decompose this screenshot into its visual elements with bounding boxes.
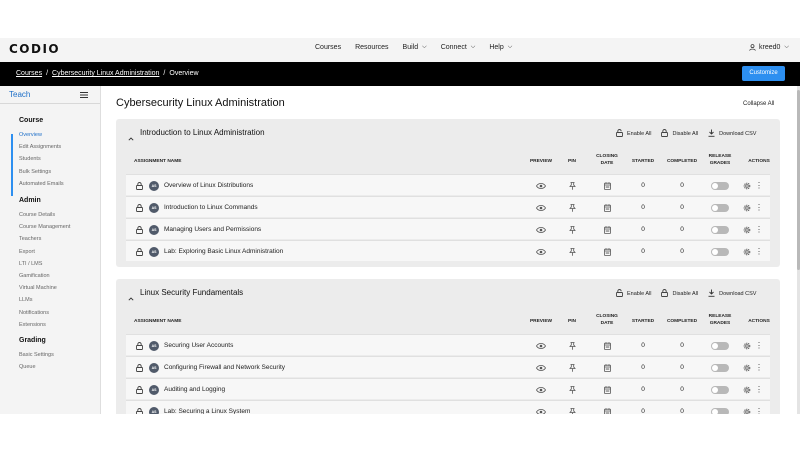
preview-eye-icon[interactable]: [526, 241, 556, 262]
unlock-icon: [616, 289, 627, 299]
started-count: 0: [641, 204, 645, 211]
sidebar-item-automated-emails[interactable]: Automated Emails: [19, 180, 64, 187]
gear-icon[interactable]: [740, 241, 754, 262]
lock-icon[interactable]: [134, 241, 144, 262]
module-title[interactable]: Introduction to Linux Administration: [140, 128, 265, 137]
sidebar-item-course-management[interactable]: Course Management: [19, 224, 71, 231]
enable-all-label: Enable All: [627, 131, 652, 137]
assignment-badge-label: AS: [149, 247, 159, 257]
module-title[interactable]: Linux Security Fundamentals: [140, 288, 244, 297]
assignment-badge: [148, 401, 160, 414]
download-csv-label: Download CSV: [719, 131, 757, 137]
pin-icon[interactable]: [562, 219, 582, 240]
enable-all-label: Enable All: [627, 291, 652, 297]
sidebar-item-virtual-machine[interactable]: Virtual Machine: [19, 285, 57, 292]
more-vertical-icon[interactable]: ⋮: [755, 246, 763, 256]
column-header-closing: [590, 313, 624, 327]
column-header-assignment: ASSIGNMENT NAME: [134, 159, 182, 164]
collapse-all-button[interactable]: Collapse All: [743, 101, 775, 107]
column-header-line: DATE: [600, 321, 614, 326]
nav-item-label: Connect: [440, 44, 467, 51]
preview-eye-icon[interactable]: [526, 197, 556, 218]
release-grades-toggle[interactable]: [705, 357, 735, 378]
more-vertical-icon[interactable]: ⋮: [755, 340, 763, 350]
column-header-pin: PIN: [568, 159, 576, 164]
main-content: [101, 86, 797, 414]
assignment-name[interactable]: Overview of Linux Distributions: [164, 182, 254, 189]
unlock-icon: [616, 129, 627, 139]
gear-icon[interactable]: [740, 357, 754, 378]
assignment-row[interactable]: [126, 240, 770, 261]
completed-count: 0: [680, 248, 684, 255]
sidebar-active-marker: [11, 134, 13, 196]
pin-icon[interactable]: [562, 241, 582, 262]
lock-icon[interactable]: [134, 335, 144, 356]
sidebar-group-heading: Course: [19, 117, 44, 124]
sidebar-item-notifications[interactable]: Notifications: [19, 309, 49, 316]
column-header-completed: COMPLETED: [666, 319, 698, 324]
chevron-down-icon: ⌵: [507, 44, 513, 50]
calendar-icon[interactable]: [590, 335, 624, 356]
assignment-badge-label: AS: [149, 341, 159, 351]
column-header-line: DATE: [600, 161, 614, 166]
assignment-name[interactable]: Lab: Exploring Basic Linux Administration: [164, 248, 284, 255]
download-csv-button[interactable]: [708, 289, 756, 299]
chevron-down-icon: ⌵: [422, 44, 427, 50]
column-header-assignment: ASSIGNMENT NAME: [134, 319, 182, 324]
sidebar-item-llms[interactable]: LLMs: [19, 297, 33, 304]
column-header-line: GRADES: [709, 161, 731, 166]
page-title: Cybersecurity Linux Administration: [116, 97, 285, 109]
table-header: [116, 151, 780, 173]
column-header-line: GRADES: [709, 321, 731, 326]
customize-button[interactable]: Customize: [742, 66, 785, 81]
toggle-switch[interactable]: [711, 408, 729, 415]
gear-icon[interactable]: [740, 379, 754, 400]
breadcrumb-current: Overview: [169, 70, 199, 77]
chevron-up-icon[interactable]: [128, 128, 134, 146]
assignment-badge: [148, 197, 160, 218]
started-count: 0: [641, 386, 645, 393]
download-csv-button[interactable]: [708, 129, 756, 139]
pin-icon[interactable]: [562, 175, 582, 196]
sidebar-group-course: [19, 117, 64, 190]
gear-icon[interactable]: [740, 175, 754, 196]
chevron-down-icon: ⌵: [784, 44, 789, 50]
column-header-pin: PIN: [568, 319, 576, 324]
assignment-row[interactable]: [126, 196, 770, 217]
breadcrumb: [16, 70, 199, 77]
completed-count: 0: [680, 342, 684, 349]
sidebar-group-admin: [19, 197, 70, 331]
assignment-row[interactable]: [126, 218, 770, 239]
nav-item-resources[interactable]: [355, 44, 388, 51]
toggle-switch[interactable]: [711, 364, 729, 372]
calendar-icon[interactable]: [590, 357, 624, 378]
calendar-icon[interactable]: [590, 401, 624, 414]
preview-eye-icon[interactable]: [526, 379, 556, 400]
module-actions: [616, 129, 766, 139]
sidebar-item-extensions[interactable]: Extensions: [19, 321, 46, 328]
assignment-row[interactable]: [126, 378, 770, 399]
assignment-badge-label: AS: [149, 181, 159, 191]
breadcrumb-separator: /: [46, 70, 49, 77]
sidebar-item-course-details[interactable]: Course Details: [19, 212, 56, 218]
assignment-badge-label: AS: [149, 203, 159, 213]
release-grades-toggle[interactable]: [705, 401, 735, 414]
enable-all-button[interactable]: [616, 289, 651, 299]
pin-icon[interactable]: [562, 197, 582, 218]
lock-icon: [661, 289, 672, 299]
column-header-release: [705, 313, 735, 327]
column-header-line: CLOSING: [596, 314, 618, 319]
sidebar-group-grading: [19, 337, 54, 373]
calendar-icon[interactable]: [590, 175, 624, 196]
lock-icon[interactable]: [134, 401, 144, 414]
breadcrumb-separator: /: [163, 70, 166, 77]
column-header-started: STARTED: [631, 159, 655, 164]
gear-icon[interactable]: [740, 335, 754, 356]
assignment-badge: [148, 241, 160, 262]
enable-all-button[interactable]: [616, 129, 651, 139]
completed-count: 0: [680, 182, 684, 189]
assignment-badge-label: AS: [149, 385, 159, 395]
sidebar-item-students[interactable]: Students: [19, 156, 41, 163]
toggle-switch[interactable]: [711, 386, 729, 394]
column-header-started: STARTED: [631, 319, 655, 324]
sidebar-item-queue[interactable]: Queue: [19, 364, 36, 371]
nav-item-label: Resources: [355, 44, 389, 51]
download-icon: [708, 129, 719, 139]
release-grades-toggle[interactable]: [705, 241, 735, 262]
release-grades-toggle[interactable]: [705, 175, 735, 196]
preview-eye-icon[interactable]: [526, 219, 556, 240]
assignment-name[interactable]: Managing Users and Permissions: [164, 226, 262, 233]
started-count: 0: [641, 364, 645, 371]
column-header-preview: PREVIEW: [529, 159, 553, 164]
chevron-down-icon: ⌵: [470, 44, 476, 50]
release-grades-toggle[interactable]: [705, 379, 735, 400]
preview-eye-icon[interactable]: [526, 401, 556, 414]
nav-item-help[interactable]: [489, 44, 512, 51]
toggle-switch[interactable]: [711, 226, 729, 234]
assignment-name[interactable]: Securing User Accounts: [164, 342, 234, 349]
disable-all-label: Disable All: [672, 131, 699, 137]
pin-icon[interactable]: [562, 335, 582, 356]
column-header-closing: [590, 153, 624, 167]
release-grades-toggle[interactable]: [705, 335, 735, 356]
gear-icon[interactable]: [740, 197, 754, 218]
started-count: 0: [641, 342, 645, 349]
preview-eye-icon[interactable]: [526, 175, 556, 196]
assignment-badge-label: AS: [149, 225, 159, 235]
completed-count: 0: [680, 364, 684, 371]
started-count: 0: [641, 182, 645, 189]
sidebar-item-bulk-settings[interactable]: Bulk Settings: [19, 168, 52, 175]
completed-count: 0: [680, 204, 684, 211]
main-nav-menu: [315, 44, 526, 51]
assignment-badge-label: AS: [149, 363, 159, 373]
assignment-badge: [148, 357, 160, 378]
release-grades-toggle[interactable]: [705, 219, 735, 240]
top-nav: [0, 38, 800, 62]
pin-icon[interactable]: [562, 357, 582, 378]
lock-icon[interactable]: [134, 197, 144, 218]
user-icon: [749, 44, 756, 51]
nav-item-label: Courses: [315, 44, 342, 51]
started-count: 0: [641, 248, 645, 255]
sidebar-item-basic-settings[interactable]: Basic Settings: [19, 352, 54, 358]
sidebar-group-heading: Admin: [19, 197, 41, 204]
nav-item-courses[interactable]: [315, 44, 341, 51]
sidebar-item-lti-lms[interactable]: LTI / LMS: [19, 260, 43, 267]
lock-icon[interactable]: [134, 175, 144, 196]
user-name: kreed0: [759, 44, 781, 51]
more-vertical-icon[interactable]: ⋮: [755, 202, 763, 212]
toggle-switch[interactable]: [711, 248, 729, 256]
assignment-badge: [148, 219, 160, 240]
preview-eye-icon[interactable]: [526, 357, 556, 378]
column-header-line: RELEASE: [708, 314, 732, 319]
pin-icon[interactable]: [562, 379, 582, 400]
lock-icon[interactable]: [134, 357, 144, 378]
nav-item-connect[interactable]: [441, 44, 476, 51]
assignment-row[interactable]: [126, 174, 770, 195]
assignment-row[interactable]: [126, 356, 770, 377]
assignment-badge: [148, 379, 160, 400]
breadcrumb-course[interactable]: Cybersecurity Linux Administration: [52, 70, 160, 77]
nav-item-label: Build: [402, 44, 419, 51]
codio-logo[interactable]: CODIO: [9, 42, 61, 56]
toggle-switch[interactable]: [711, 204, 729, 212]
release-grades-toggle[interactable]: [705, 197, 735, 218]
breadcrumb-bar: [0, 62, 800, 86]
assignment-badge: [148, 335, 160, 356]
menu-icon[interactable]: [80, 92, 88, 98]
sidebar: [0, 86, 101, 414]
column-header-release: [705, 153, 735, 167]
started-count: 0: [641, 226, 645, 233]
assignment-name[interactable]: Configuring Firewall and Network Security: [164, 364, 286, 371]
column-header-preview: PREVIEW: [529, 319, 553, 324]
download-icon: [708, 289, 719, 299]
assignment-badge: [148, 175, 160, 196]
assignment-name[interactable]: Auditing and Logging: [164, 386, 226, 393]
calendar-icon[interactable]: [590, 379, 624, 400]
pin-icon[interactable]: [562, 401, 582, 414]
sidebar-title[interactable]: Teach: [9, 90, 31, 99]
more-vertical-icon[interactable]: ⋮: [755, 362, 763, 372]
calendar-icon[interactable]: [590, 197, 624, 218]
table-header: [116, 311, 780, 333]
toggle-switch[interactable]: [711, 342, 729, 350]
more-vertical-icon[interactable]: ⋮: [755, 180, 763, 190]
started-count: 0: [641, 408, 645, 414]
sidebar-item-export[interactable]: Export: [19, 248, 35, 255]
toggle-switch[interactable]: [711, 182, 729, 190]
chevron-up-icon[interactable]: [128, 288, 134, 306]
nav-item-build[interactable]: [403, 44, 427, 51]
nav-item-label: Help: [489, 44, 504, 51]
assignment-row[interactable]: [126, 400, 770, 414]
column-header-line: CLOSING: [596, 154, 618, 159]
column-header-line: RELEASE: [708, 154, 732, 159]
module-actions: [616, 289, 766, 299]
column-header-actions: ACTIONS: [748, 319, 770, 324]
sidebar-group-heading: Grading: [19, 337, 46, 344]
calendar-icon[interactable]: [590, 219, 624, 240]
module-card: [116, 119, 780, 267]
lock-icon: [661, 129, 672, 139]
disable-all-button[interactable]: [661, 129, 698, 139]
more-vertical-icon[interactable]: ⋮: [755, 384, 763, 394]
disable-all-label: Disable All: [672, 291, 699, 297]
lock-icon[interactable]: [134, 219, 144, 240]
module-card: [116, 279, 780, 414]
sidebar-item-edit-assignments[interactable]: Edit Assignments: [19, 144, 62, 151]
calendar-icon[interactable]: [590, 241, 624, 262]
sidebar-item-gamification[interactable]: Gamification: [19, 272, 50, 279]
assignment-name[interactable]: Introduction to Linux Commands: [164, 204, 258, 211]
gear-icon[interactable]: [740, 219, 754, 240]
more-vertical-icon[interactable]: ⋮: [755, 406, 763, 414]
gear-icon[interactable]: [740, 401, 754, 414]
completed-count: 0: [680, 408, 684, 414]
disable-all-button[interactable]: [661, 289, 698, 299]
assignment-row[interactable]: [126, 334, 770, 355]
assignment-badge-label: AS: [149, 407, 159, 415]
completed-count: 0: [680, 226, 684, 233]
download-csv-label: Download CSV: [719, 291, 757, 297]
lock-icon[interactable]: [134, 379, 144, 400]
sidebar-divider: [0, 103, 100, 104]
more-vertical-icon[interactable]: ⋮: [755, 224, 763, 234]
app: [0, 38, 800, 414]
column-header-completed: COMPLETED: [666, 159, 698, 164]
completed-count: 0: [680, 386, 684, 393]
breadcrumb-courses[interactable]: Courses: [16, 70, 43, 77]
sidebar-item-overview[interactable]: Overview: [19, 132, 42, 138]
user-menu[interactable]: [749, 44, 789, 51]
column-header-actions: ACTIONS: [748, 159, 770, 164]
preview-eye-icon[interactable]: [526, 335, 556, 356]
assignment-name[interactable]: Lab: Securing a Linux System: [164, 408, 251, 414]
sidebar-item-teachers[interactable]: Teachers: [19, 236, 42, 243]
